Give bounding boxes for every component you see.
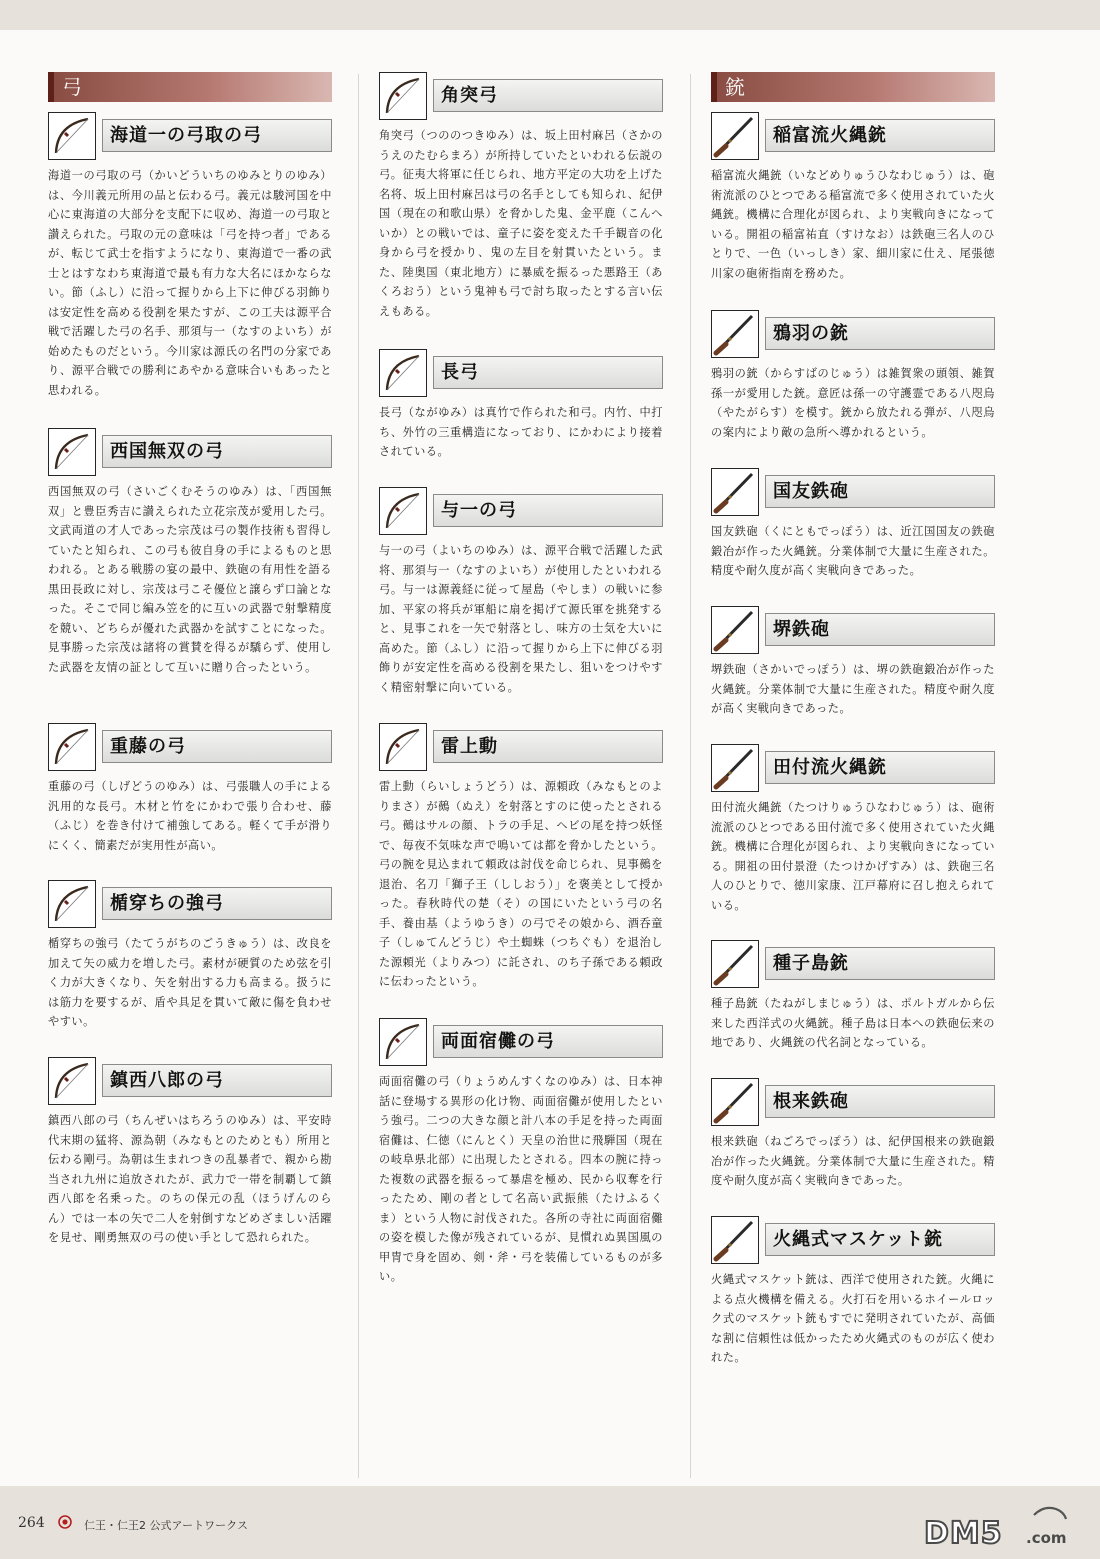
- weapon-description: 根来鉄砲（ねごろでっぽう）は、紀伊国根来の鉄砲鍛冶が作った火縄銃。分業体制で大量に生産された。精度や耐久度が高く実戦向きであった。: [711, 1135, 995, 1187]
- weapon-description: 角突弓（つののつきゆみ）は、坂上田村麻呂（さかのうえのたむらまろ）が所持していたといわれる伝説の弓。征夷大将軍に任じられ、地方平定の大功を上げた名将、坂上田村麻呂は弓の名手としても知られ、紀伊国（現在の和歌山県）を脅かした鬼、金平鹿（こんへいか）との戦いでは、童子に姿を変えた千手観音の化身から弓を授かり、鬼の左目を射貫いたという。また、陸奥国（東北地方）に暴威を振るった悪路王（あくろおう）という鬼神も弓で討ち取ったとする言い伝えもある。: [379, 129, 663, 318]
- yumi-bow-icon: [379, 1018, 427, 1066]
- weapon-description: 与一の弓（よいちのゆみ）は、源平合戦で活躍した武将、那須与一（なすのよいち）が使用したといわれる弓。与一は源義経に従って屋島（やしま）の戦いに参加、平家の将兵が軍船に扇を掲げて源氏軍を挑発すると、見事これを一矢で射落とし、味方の士気を大いに高めた。節（ふし）に沿って握りから上下に伸びる羽飾りが安定性を高める役割を果たし、狙いをつけやすく精密射撃に向いている。: [379, 544, 663, 694]
- top-margin: [0, 0, 1100, 30]
- weapon-title: 重藤の弓: [102, 730, 332, 763]
- watermark-text: DM5: [924, 1516, 1003, 1551]
- weapon-description: 鎮西八郎の弓（ちんぜいはちろうのゆみ）は、平安時代末期の猛将、源為朝（みなもとのためとも）所用と伝わる剛弓。為朝は生まれつきの乱暴者で、親から勘当され九州に追放されたが、武力で一帯を制覇して鎮西八郎を名乗った。のちの保元の乱（ほうげんのらん）では一本の矢で二人を射倒すなどめざましい活躍を見せ、剛勇無双の弓の使い手として恐れられた。: [48, 1114, 332, 1244]
- weapon-description: 稲富流火縄銃（いなどめりゅうひなわじゅう）は、砲術流派のひとつである稲富流で多く使用されていた火縄銃。機構に合理化が図られ、より実戦向きになっている。開祖の稲富祐直（すけなお）は鉄砲三名人のひとりで、一色（いっしき）家、細川家に仕え、尾張徳川家の砲術指南を務めた。: [711, 169, 995, 280]
- yumi-bow-icon: [48, 1057, 96, 1105]
- weapon-title: 長弓: [433, 356, 663, 389]
- nioh-crest-icon: [58, 1515, 72, 1529]
- yumi-bow-icon: [48, 880, 96, 928]
- yumi-bow-icon: [379, 723, 427, 771]
- weapon-description: 鴉羽の銃（からすばのじゅう）は雑賀衆の頭領、雑賀孫一が愛用した銃。意匠は孫一の守護霊である八咫烏（やたがらす）を模す。銃から放たれる弾が、八咫烏の案内により敵の急所へ導かれるという。: [711, 367, 995, 439]
- weapon-title: 国友鉄砲: [765, 475, 995, 508]
- weapon-title: 鎮西八郎の弓: [102, 1064, 332, 1097]
- matchlock-gun-icon: [711, 468, 759, 516]
- yumi-bow-icon: [379, 487, 427, 535]
- matchlock-gun-icon: [711, 1216, 759, 1264]
- yumi-bow-icon: [48, 428, 96, 476]
- weapon-title: 角突弓: [433, 79, 663, 112]
- weapon-description: 雷上動（らいしょうどう）は、源頼政（みなもとのよりまさ）が鵺（ぬえ）を射落とすのに使ったとされる弓。鵺はサルの顔、トラの手足、ヘビの尾を持つ妖怪で、毎夜不気味な声で鳴いては都を脅かしたという。弓の腕を見込まれて頼政は討伐を命じられ、見事鵺を退治、名刀「獅子王（ししおう）」を褒美として授かった。春秋時代の楚（そ）の国にいたという弓の名手、養由基（ようゆうき）の弓でその娘から、酒呑童子（しゅてんどうじ）や土蜘蛛（つちぐも）を退治した源頼光（よりみつ）に託され、のち子孫である頼政に伝わったという。: [379, 780, 663, 988]
- weapon-title: 鴉羽の銃: [765, 317, 995, 350]
- weapon-description: 西国無双の弓（さいごくむそうのゆみ）は、「西国無双」と豊臣秀吉に讃えられた立花宗茂が愛用した弓。文武両道の才人であった宗茂は弓の製作技術も習得していたと知られ、この弓も彼自身の手によるものと思われる。とある戦勝の宴の最中、鉄砲の有用性を語る黒田長政に対し、宗茂は弓こそ優位と譲らず口論となった。そこで同じ編み笠を的に互いの武器で射撃精度を競い、どちらが優れた武器かを試すことになった。見事勝った宗茂は諸将の賞賛を得るが驕らず、使用した武器を友情の証として互いに贈り合ったという。: [48, 485, 332, 674]
- weapon-description: 海道一の弓取の弓（かいどういちのゆみとりのゆみ）は、今川義元所用の品と伝わる弓。義元は駿河国を中心に東海道の大部分を支配下に収め、海道一の弓取と讃えられた。弓取の元の意味は「弓を持つ者」であるが、転じて武士を指すようになり、東海道で一番の武士とはすなわち東海道で最も有力な大名にほかならない。節（ふし）に沿って握りから上下に伸びる羽飾りは安定性を高める役割を果たすが、この工夫は源平合戦で活躍した弓の名手、那須与一（なすのよいち）が始めたものだという。今川家は源氏の名門の分家であり、源平合戦での勝利にあやかる意味合いもあったと思われる。: [48, 169, 332, 397]
- weapon-description: 重藤の弓（しげどうのゆみ）は、弓張職人の手による汎用的な長弓。木材と竹をにかわで張り合わせ、藤（ふじ）を巻き付けて補強してある。軽くて手が滑りにくく、簡素だが実用性が高い。: [48, 780, 332, 852]
- yumi-bow-icon: [379, 349, 427, 397]
- dm5-watermark: [922, 1503, 1086, 1553]
- weapon-description: 堺鉄砲（さかいでっぽう）は、堺の鉄砲鍛冶が作った火縄銃。分業体制で大量に生産された。精度や耐久度が高く実戦向きであった。: [711, 663, 995, 715]
- weapon-title: 稲富流火縄銃: [765, 119, 995, 152]
- yumi-bow-icon: [379, 72, 427, 120]
- matchlock-gun-icon: [711, 744, 759, 792]
- weapon-title: 田付流火縄銃: [765, 751, 995, 784]
- weapon-title: 根来鉄砲: [765, 1085, 995, 1118]
- weapon-description: 田付流火縄銃（たつけりゅうひなわじゅう）は、砲術流派のひとつである田付流で多く使用されていた火縄銃。機構に合理化が図られ、より実戦向きになっている。開祖の田付景澄（たつけかげすみ）は、鉄砲三名人のひとりで、徳川家康、江戸幕府に召し抱えられている。: [711, 801, 995, 912]
- section-heading: 銃: [711, 72, 995, 102]
- page-number: 264: [18, 1515, 45, 1531]
- watermark-domain: .com: [1026, 1529, 1067, 1547]
- yumi-bow-icon: [48, 723, 96, 771]
- matchlock-gun-icon: [711, 112, 759, 160]
- column-divider: [690, 74, 691, 1478]
- weapon-title: 与一の弓: [433, 494, 663, 527]
- matchlock-gun-icon: [711, 1078, 759, 1126]
- weapon-description: 長弓（ながゆみ）は真竹で作られた和弓。内竹、中打ち、外竹の三重構造になっており、にかわにより接着されている。: [379, 406, 663, 458]
- weapon-title: 種子島銃: [765, 947, 995, 980]
- book-title: 仁王・仁王2 公式アートワークス: [84, 1519, 249, 1532]
- weapon-title: 楯穿ちの強弓: [102, 887, 332, 920]
- weapon-description: 国友鉄砲（くにともでっぽう）は、近江国国友の鉄砲鍛冶が作った火縄銃。分業体制で大量に生産された。精度や耐久度が高く実戦向きであった。: [711, 525, 995, 577]
- weapon-title: 雷上動: [433, 730, 663, 763]
- weapon-description: 火縄式マスケット銃は、西洋で使用された銃。火縄による点火機構を備える。火打石を用いるホイールロック式のマスケット銃もすでに発明されていたが、高価な割に信頼性は低かったため火縄式のものが広く使われた。: [711, 1273, 995, 1364]
- weapon-title: 堺鉄砲: [765, 613, 995, 646]
- weapon-description: 種子島銃（たねがしまじゅう）は、ポルトガルから伝来した西洋式の火縄銃。種子島は日本への鉄砲伝来の地であり、火縄銃の代名詞となっている。: [711, 997, 995, 1049]
- weapon-title: 両面宿儺の弓: [433, 1025, 663, 1058]
- weapon-description: 両面宿儺の弓（りょうめんすくなのゆみ）は、日本神話に登場する異形の化け物、両面宿儺が使用したという強弓。二つの大きな顔と計八本の手足を持った両面宿儺は、仁徳（にんとく）天皇の治世に飛騨国（現在の岐阜県北部）に出現したとされる。四本の腕に持った複数の武器を振るって暴虐を極め、民から収奪を行ったため、剛の者として名高い武振熊（たけふるくま）という人物に討伐された。各所の寺社に両面宿儺の姿を模した像が残されているが、見慣れぬ異国風の甲冑で身を固め、剣・斧・弓を装備しているものが多い。: [379, 1075, 663, 1283]
- weapon-title: 海道一の弓取の弓: [102, 119, 332, 152]
- yumi-bow-icon: [48, 112, 96, 160]
- matchlock-gun-icon: [711, 940, 759, 988]
- matchlock-gun-icon: [711, 606, 759, 654]
- weapon-title: 西国無双の弓: [102, 435, 332, 468]
- weapon-title: 火縄式マスケット銃: [765, 1223, 995, 1256]
- column-divider: [358, 74, 359, 1478]
- weapon-description: 楯穿ちの強弓（たてうがちのごうきゅう）は、改良を加えて矢の威力を増した弓。素材が硬質のため弦を引く力が大きくなり、矢を射出する力も高まる。扱うには筋力を要するが、盾や具足を貫いて敵に傷を負わせやすい。: [48, 937, 332, 1028]
- matchlock-gun-icon: [711, 310, 759, 358]
- section-heading: 弓: [48, 72, 332, 102]
